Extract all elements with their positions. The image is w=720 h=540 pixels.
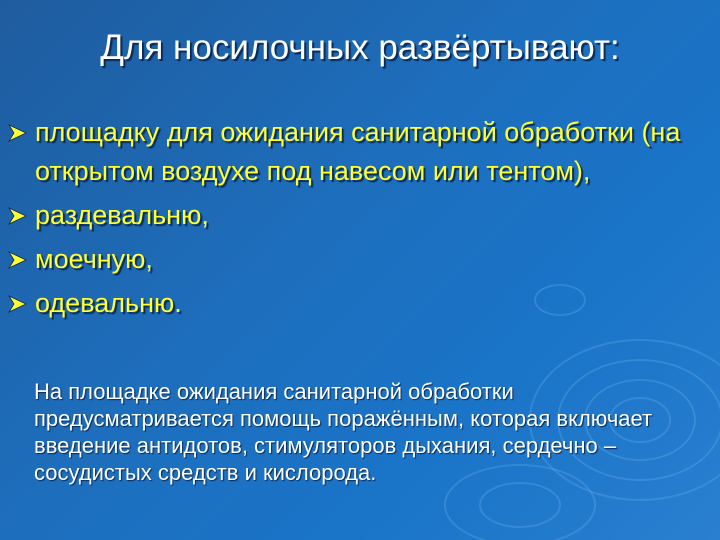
bullet-list	[6, 113, 706, 328]
bullet-item	[6, 240, 706, 279]
bullet-item	[6, 113, 706, 191]
slide-title: Для носилочных развёртывают:	[100, 28, 620, 67]
arrow-bullet-icon	[6, 196, 30, 235]
bullet-text: раздевальню,	[35, 200, 209, 230]
bullet-text: одевальню.	[35, 288, 182, 318]
arrow-bullet-icon	[6, 284, 30, 323]
note-paragraph: На площадке ожидания санитарной обработки предусматривается помощь поражённым, которая включает введение антидотов, стимуляторов дыхания, сердечно – сосудистых средств и кислорода.	[34, 379, 653, 485]
bullet-text: моечную,	[35, 244, 153, 274]
bullet-text: площадку для ожидания санитарной обработки (на открытом воздухе под навесом или тентом),	[35, 117, 681, 186]
arrow-bullet-icon	[6, 113, 30, 152]
bullet-item	[6, 284, 706, 323]
arrow-bullet-icon	[6, 240, 30, 279]
bullet-item	[6, 196, 706, 235]
